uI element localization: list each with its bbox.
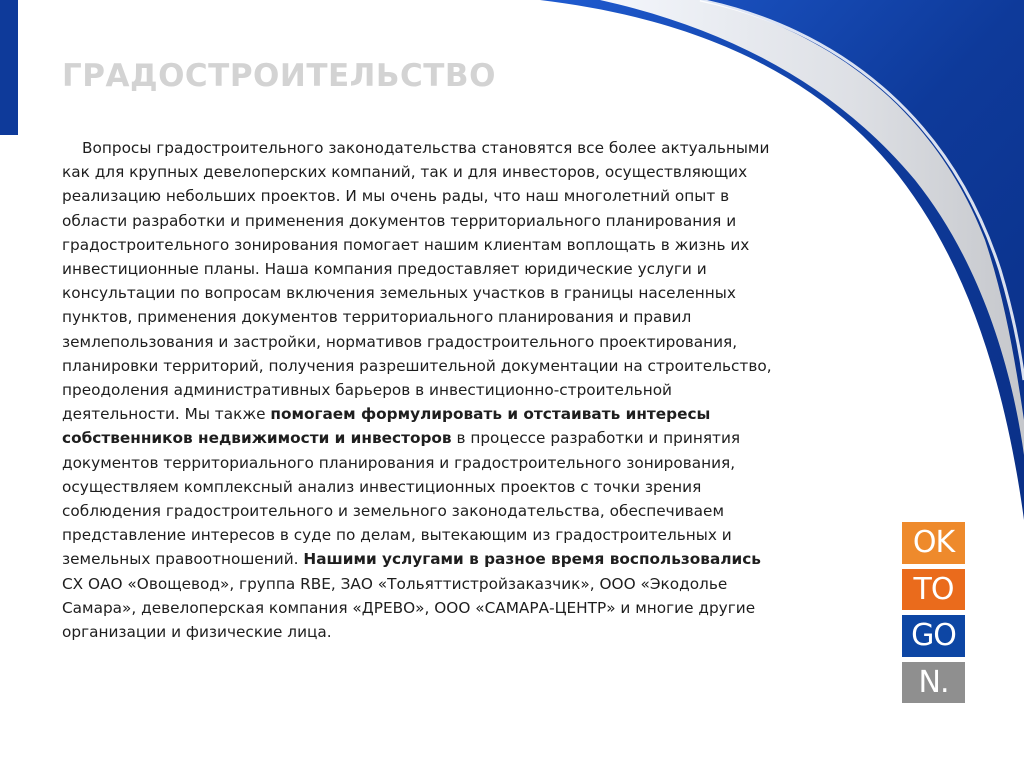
text-run: пунктов, применения документов территориального планирования и правил <box>62 308 692 327</box>
oktogon-logo <box>902 522 965 703</box>
text-run: землепользования и застройки, нормативов градостроительного проектирования, <box>62 332 738 351</box>
left-accent-bar <box>0 0 18 135</box>
text-run: инвестиционные планы. Наша компания предоставляет юридические услуги и <box>62 260 707 279</box>
body-line <box>62 305 852 329</box>
body-line <box>62 596 852 620</box>
logo-tile-n: N. <box>902 662 965 704</box>
text-run: Самара», девелоперская компания «ДРЕВО», ООО «САМАРА-ЦЕНТР» и многие другие <box>62 598 756 617</box>
text-run: осуществляем комплексный анализ инвестиционных проектов с точки зрения <box>62 477 702 496</box>
body-line <box>62 184 852 208</box>
body-line <box>62 257 852 281</box>
text-run: документов территориального планирования и градостроительного зонирования, <box>62 453 736 472</box>
body-line <box>62 475 852 499</box>
text-run: области разработки и применения документов территориального планирования и <box>62 211 737 230</box>
text-run: планировки территорий, получения разрешительной документации на строительство, <box>62 356 772 375</box>
body-line <box>62 523 852 547</box>
text-run: преодоления административных барьеров в инвестиционно-строительной <box>62 381 672 400</box>
body-line <box>62 451 852 475</box>
text-run: градостроительного зонирования помогает нашим клиентам воплощать в жизнь их <box>62 235 750 254</box>
text-run: СХ ОАО «Овощевод», группа RBE, ЗАО «Тольяттистройзаказчик», ООО «Экодолье <box>62 574 728 593</box>
text-run: консультации по вопросам включения земельных участков в границы населенных <box>62 284 736 303</box>
body-line <box>62 499 852 523</box>
text-run: реализацию небольших проектов. И мы очень рады, что наш многолетний опыт в <box>62 187 730 206</box>
logo-tile-to: TO <box>902 569 965 611</box>
text-run: организации и физические лица. <box>62 623 332 642</box>
body-line <box>62 136 852 160</box>
text-run: как для крупных девелоперских компаний, так и для инвесторов, осуществляющих <box>62 163 748 182</box>
text-run: представление интересов в суде по делам, вытекающим из градостроительных и <box>62 526 732 545</box>
body-line <box>62 378 852 402</box>
logo-tile-ok: OK <box>902 522 965 564</box>
body-line <box>62 209 852 233</box>
body-line <box>62 620 852 644</box>
text-run: в процессе разработки и принятия <box>451 429 741 448</box>
text-run: соблюдения градостроительного и земельного законодательства, обеспечиваем <box>62 502 724 521</box>
text-run: земельных правоотношений. <box>62 550 304 569</box>
bold-text-run: Нашими услугами в разное время воспользовались <box>303 550 761 569</box>
body-line <box>62 402 852 426</box>
body-line <box>62 354 852 378</box>
body-text <box>62 136 852 644</box>
page-title: ГРАДОСТРОИТЕЛЬСТВО <box>62 58 496 94</box>
body-line <box>62 547 852 571</box>
body-line <box>62 426 852 450</box>
body-line <box>62 572 852 596</box>
text-run: деятельности. Мы также <box>62 405 271 424</box>
text-run: Вопросы градостроительного законодательства становятся все более актуальными <box>82 139 770 157</box>
body-line <box>62 233 852 257</box>
body-line <box>62 160 852 184</box>
body-line <box>62 330 852 354</box>
bold-text-run: собственников недвижимости и инвесторов <box>62 429 452 448</box>
bold-text-run: помогаем формулировать и отстаивать интересы <box>270 405 711 424</box>
body-line <box>62 281 852 305</box>
logo-tile-go: GO <box>902 615 965 657</box>
